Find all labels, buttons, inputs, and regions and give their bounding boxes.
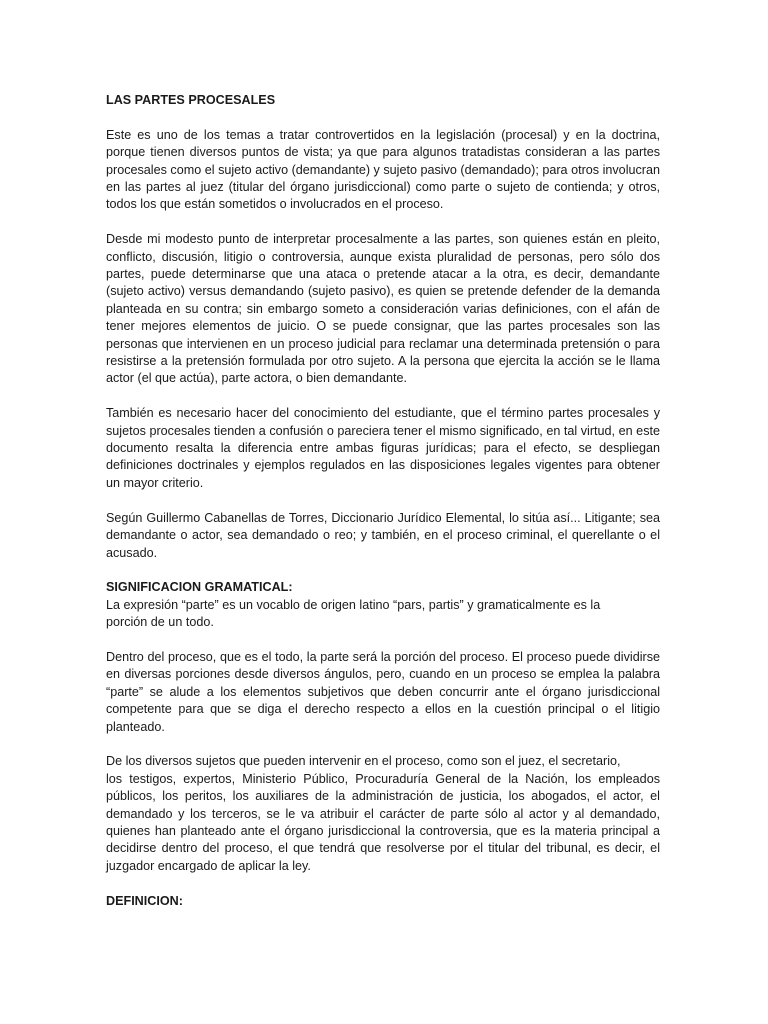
paragraph-cabanellas: Según Guillermo Cabanellas de Torres, Diccionario Jurídico Elemental, lo sitúa así... Litigante; sea demandante o actor, sea demandado o reo; y también, en el proceso criminal, el querellante o el acusado. — [106, 510, 660, 560]
section-heading-definicion: DEFINICION: — [106, 893, 183, 908]
spacer — [106, 562, 660, 579]
paragraph-expresion-line1: La expresión “parte” es un vocablo de origen latino “pars, partis” y gramaticalmente es la — [106, 597, 601, 612]
spacer — [106, 632, 660, 649]
document-title: LAS PARTES PROCESALES — [106, 93, 276, 107]
paragraph-expresion-line2: porción de un todo. — [106, 615, 214, 630]
section-heading-significacion: SIGNIFICACION GRAMATICAL: — [106, 580, 293, 595]
spacer — [106, 736, 660, 753]
spacer — [106, 875, 660, 892]
spacer — [106, 214, 660, 231]
paragraph-interpretation: Desde mi modesto punto de interpretar procesalmente a las partes, son quienes están en pleito, conflicto, discusión, litigio o controversia, aunque exista pluralidad de personas, pero sólo dos partes, puede determinarse que una ataca o pretende atacar a la otra, es decir, demandante (sujeto activo) versus demandando (sujeto pasivo), es quien se pretende defender de la demanda planteada en su contra; sin embargo someto a consideración varias definiciones, con el afán de tener mejores elementos de juicio. O se puede consignar, que las partes procesales son las personas que intervienen en un proceso judicial para reclamar una determinada pretensión o para resistirse a la pretensión formulada por otro sujeto. A la persona que ejercita la acción se le llama actor (el que actúa), parte actora, o bien demandante. — [106, 232, 660, 386]
document-page — [106, 92, 660, 910]
paragraph-dentro-proceso: Dentro del proceso, que es el todo, la parte será la porción del proceso. El proceso puede dividirse en diversas porciones desde diversos ángulos, pero, cuando en un proceso se emplea la palabra “parte” se alude a los elementos subjetivos que deben concurrir ante el órgano jurisdiccional competente para que se diga el derecho respecto a ellos en la cuestión principal o el litigio planteado. — [106, 649, 660, 734]
paragraph-sujetos-rest: los testigos, expertos, Ministerio Público, Procuraduría General de la Nación, los empleados públicos, los peritos, los auxiliares de la administración de justicia, los abogados, el actor, el demandado y los terceros, se le va atribuir el carácter de parte sólo al actor y al demandado, quienes han planteado ante el órgano jurisdiccional la controversia, que es la materia principal a decidirse dentro del proceso, el que tendrá que resolverse por el titular del tribunal, es decir, el juzgador encargado de aplicar la ley. — [106, 771, 660, 873]
spacer — [106, 388, 660, 405]
paragraph-student-note: También es necesario hacer del conocimiento del estudiante, que el término partes procesales y sujetos procesales tienden a confusión o pareciera tener el mismo significado, en tal virtud, en este documento resalta la diferencia entre ambas figuras jurídicas; para el efecto, se despliegan definiciones doctrinales y ejemplos regulados en las disposiciones legales vigentes para obtener un mayor criterio. — [106, 406, 660, 490]
paragraph-intro: Este es uno de los temas a tratar controvertidos en la legislación (procesal) y en la doctrina, porque tienen diversos puntos de vista; ya que para algunos tratadistas consideran a las partes procesales como el sujeto activo (demandante) y sujeto pasivo (demandado); para otros involucran en las partes al juez (titular del órgano jurisdiccional) como parte o sujeto de contienda; y otros, todos los que están sometidos o involucrados en el proceso. — [106, 127, 660, 212]
spacer — [106, 109, 660, 126]
spacer — [106, 492, 660, 509]
paragraph-sujetos-line1: De los diversos sujetos que pueden intervenir en el proceso, como son el juez, el secretario, — [106, 754, 621, 769]
